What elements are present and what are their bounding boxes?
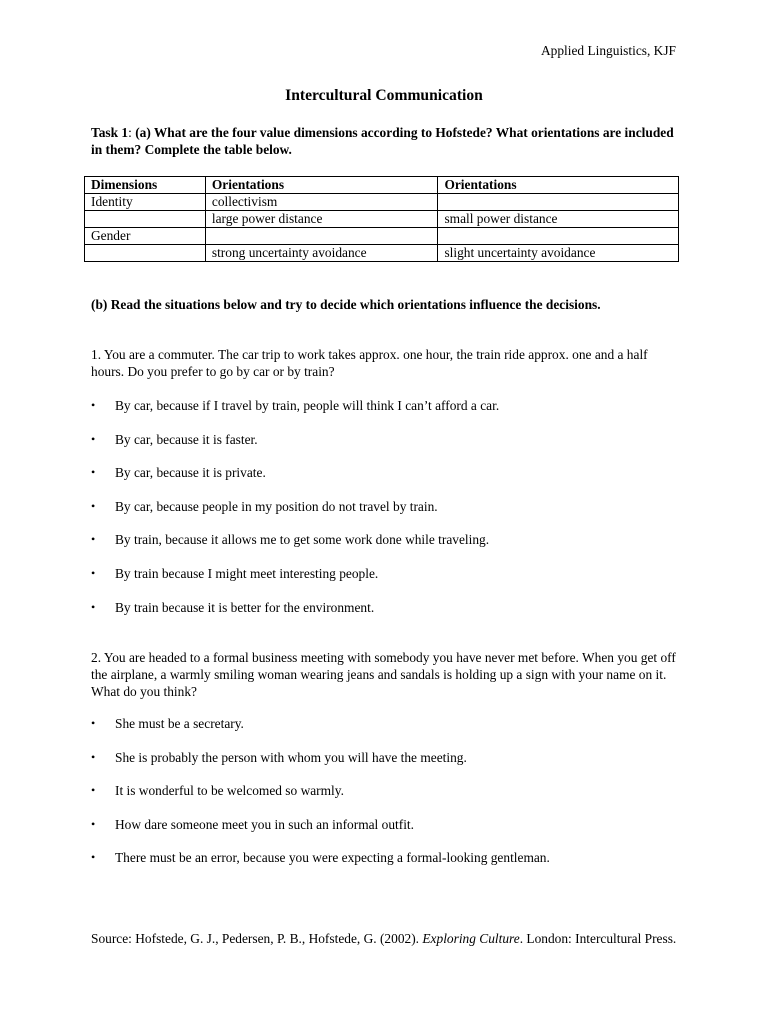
list-item [91, 565, 681, 599]
bullet-icon: • [91, 398, 96, 412]
table-header-dimensions: Dimensions [85, 177, 206, 194]
task1-text: (a) What are the four value dimensions according to Hofstede? What orientations are included in them? Complete the table below. [91, 125, 674, 157]
list-item [91, 431, 681, 465]
table-cell[interactable]: slight uncertainty avoidance [438, 245, 679, 262]
option-text: How dare someone meet you in such an informal outfit. [115, 816, 414, 832]
question-1-options [91, 397, 681, 632]
table-cell[interactable]: Identity [85, 194, 206, 211]
table-cell[interactable]: Gender [85, 228, 206, 245]
table-cell[interactable] [438, 228, 679, 245]
option-text: By train because it is better for the environment. [115, 599, 375, 615]
option-text: By train because I might meet interesting people. [115, 565, 379, 581]
bullet-icon: • [91, 716, 96, 730]
list-item [91, 599, 681, 633]
source-citation [91, 930, 681, 947]
bullet-icon: • [91, 850, 96, 865]
dimensions-table [84, 176, 679, 262]
table-cell[interactable] [205, 228, 438, 245]
table-row [85, 245, 679, 262]
list-item [91, 749, 681, 783]
option-text: By car, because if I travel by train, people will think I can’t afford a car. [115, 398, 500, 413]
option-text: By car, because it is private. [115, 465, 266, 481]
option-text: She must be a secretary. [115, 716, 244, 731]
part-b-instructions: (b) Read the situations below and try to decide which orientations influence the decisions. [91, 297, 601, 312]
list-item [91, 498, 681, 532]
page-title: Intercultural Communication [285, 87, 483, 104]
option-text: It is wonderful to be welcomed so warmly. [115, 783, 344, 799]
table-row [85, 228, 679, 245]
table-cell[interactable] [438, 194, 679, 211]
bullet-icon: • [91, 749, 96, 764]
bullet-icon: • [91, 532, 96, 547]
bullet-icon: • [91, 431, 96, 446]
option-text: She is probably the person with whom you will have the meeting. [115, 749, 467, 765]
table-cell[interactable]: large power distance [205, 211, 438, 228]
table-row [85, 211, 679, 228]
table-cell[interactable] [85, 211, 206, 228]
table-header-orientations-1: Orientations [205, 177, 438, 194]
task1-label: Task 1 [91, 125, 129, 140]
option-text: By car, because people in my position do not travel by train. [115, 498, 438, 514]
list-item [91, 531, 681, 565]
table-header-orientations-2: Orientations [438, 177, 679, 194]
task1-separator: : [128, 125, 136, 140]
list-item [91, 782, 681, 816]
bullet-icon: • [91, 465, 96, 480]
option-text: By train, because it allows me to get some work done while traveling. [115, 532, 490, 548]
source-book-title: Exploring Culture [422, 931, 520, 946]
source-suffix: . London: Intercultural Press. [519, 931, 677, 946]
table-cell[interactable]: strong uncertainty avoidance [205, 245, 438, 262]
list-item [91, 849, 681, 883]
source-prefix: Source: Hofstede, G. J., Pedersen, P. B., Hofstede, G. (2002). [91, 931, 423, 946]
list-item [91, 397, 681, 431]
bullet-icon: • [91, 816, 96, 831]
question-1-text: 1. You are a commuter. The car trip to work takes approx. one hour, the train ride approx. one and a half hours. Do you prefer to go by car or by train? [91, 347, 648, 379]
table-header-row [85, 177, 679, 194]
course-header: Applied Linguistics, KJF [540, 43, 676, 58]
list-item [91, 816, 681, 850]
bullet-icon: • [91, 498, 96, 513]
table-row [85, 194, 679, 211]
table-cell[interactable]: small power distance [438, 211, 679, 228]
bullet-icon: • [91, 565, 96, 580]
list-item [91, 464, 681, 498]
table-cell[interactable]: collectivism [205, 194, 438, 211]
list-item [91, 715, 681, 749]
table-cell[interactable] [85, 245, 206, 262]
bullet-icon: • [91, 599, 96, 614]
option-text: By car, because it is faster. [115, 431, 258, 447]
question-2-text: 2. You are headed to a formal business meeting with somebody you have never met before. When you get off the airplane, a warmly smiling woman wearing jeans and sandals is holding up a sign with your name on it. What do you think? [91, 650, 676, 699]
bullet-icon: • [91, 783, 96, 798]
task1-instructions [91, 124, 681, 158]
question-2-options [91, 715, 681, 883]
option-text: There must be an error, because you were expecting a formal-looking gentleman. [115, 850, 550, 866]
